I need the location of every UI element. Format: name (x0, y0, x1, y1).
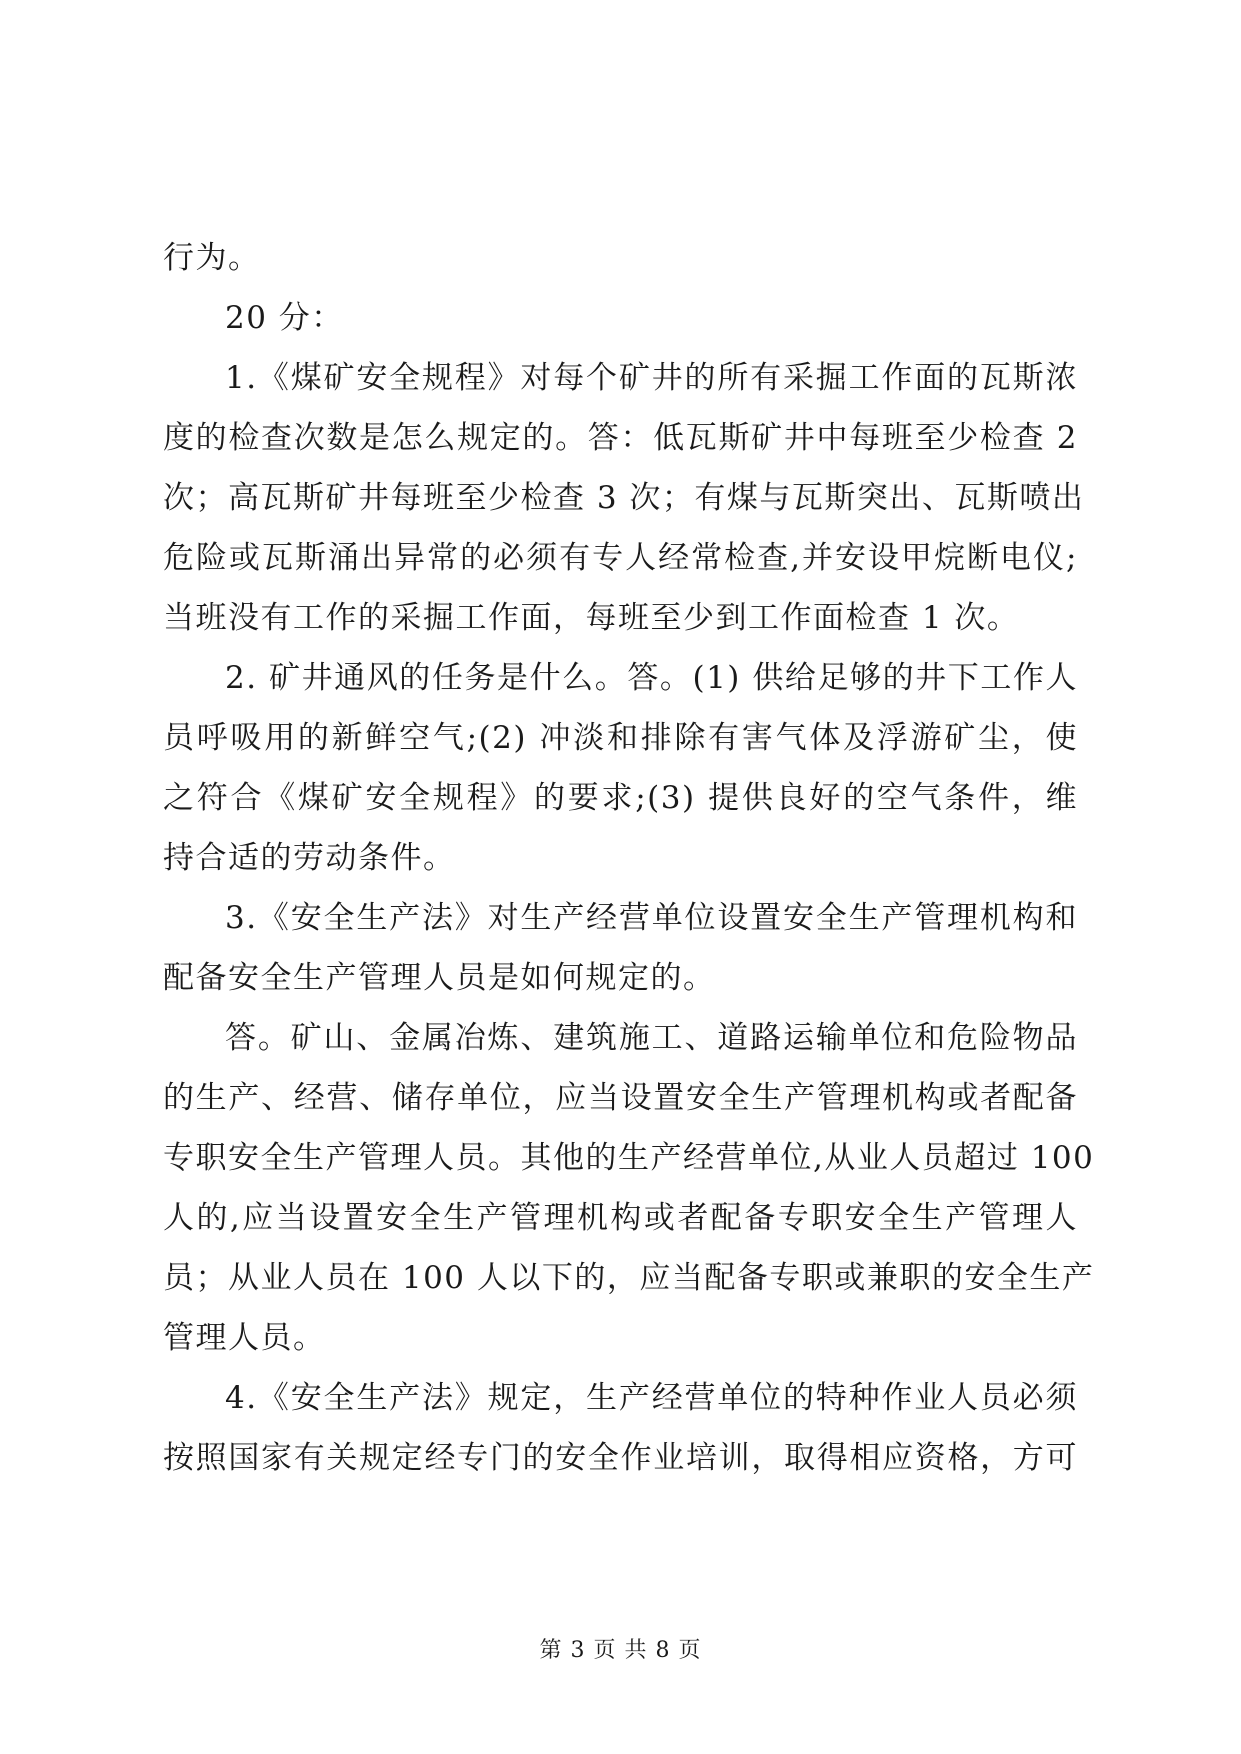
paragraph-line: 按照国家有关规定经专门的安全作业培训，取得相应资格，方可 (163, 1440, 1078, 1476)
paragraph-line: 专职安全生产管理人员。其他的生产经营单位,从业人员超过 100 (163, 1140, 1095, 1176)
paragraph-line: 当班没有工作的采掘工作面，每班至少到工作面检查 1 次。 (163, 600, 1020, 636)
paragraph-line: 之符合《煤矿安全规程》的要求;(3) 提供良好的空气条件，维 (163, 780, 1078, 816)
section-heading: 20 分： (225, 300, 344, 336)
paragraph-line: 危险或瓦斯涌出异常的必须有专人经常检查,并安设甲烷断电仪; (163, 540, 1078, 576)
paragraph-line: 管理人员。 (163, 1320, 326, 1356)
document-body (163, 228, 1095, 1488)
question-line: 4.《安全生产法》规定，生产经营单位的特种作业人员必须 (225, 1380, 1078, 1416)
paragraph-line: 次；高瓦斯矿井每班至少检查 3 次；有煤与瓦斯突出、瓦斯喷出 (163, 480, 1085, 516)
paragraph-line: 员；从业人员在 100 人以下的，应当配备专职或兼职的安全生产 (163, 1260, 1095, 1296)
question-line: 3.《安全生产法》对生产经营单位设置安全生产管理机构和 (225, 900, 1078, 936)
page-footer: 第 3 页 共 8 页 (539, 1638, 702, 1663)
question-line: 1.《煤矿安全规程》对每个矿井的所有采掘工作面的瓦斯浓 (225, 360, 1078, 396)
paragraph-line: 行为。 (163, 240, 261, 276)
paragraph-line: 人的,应当设置安全生产管理机构或者配备专职安全生产管理人 (163, 1200, 1078, 1236)
paragraph-line: 持合适的劳动条件。 (163, 840, 456, 876)
paragraph-line: 员呼吸用的新鲜空气;(2) 冲淡和排除有害气体及浮游矿尘，使 (163, 720, 1078, 756)
paragraph-line: 的生产、经营、储存单位，应当设置安全生产管理机构或者配备 (163, 1080, 1078, 1116)
paragraph-line: 配备安全生产管理人员是如何规定的。 (163, 960, 716, 996)
answer-line: 答。矿山、金属冶炼、建筑施工、道路运输单位和危险物品 (225, 1020, 1078, 1056)
paragraph-line: 度的检查次数是怎么规定的。答：低瓦斯矿井中每班至少检查 2 (163, 420, 1078, 456)
question-line: 2. 矿井通风的任务是什么。答。(1) 供给足够的井下工作人 (225, 660, 1078, 696)
